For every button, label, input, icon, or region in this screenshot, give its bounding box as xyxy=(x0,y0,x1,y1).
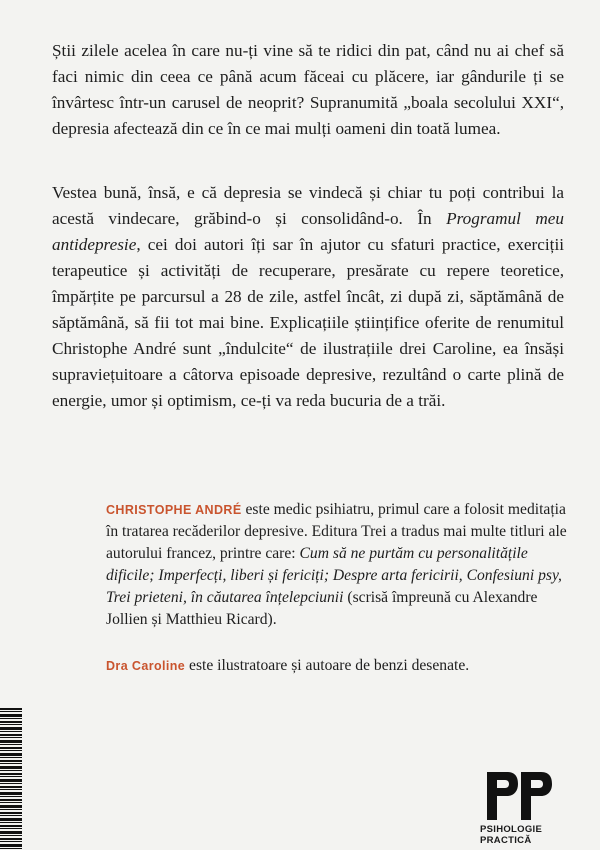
description-paragraph xyxy=(52,180,564,414)
illustrator-name: Dra Caroline xyxy=(106,659,186,673)
description-text-start: Vestea bună, însă, e că depresia se vindecă și chiar tu poți contribui la acestă vindecare, grăbind-o și consolidând-o. În xyxy=(52,183,564,228)
intro-text: Știi zilele acelea în care nu-ți vine să te ridici din pat, când nu ai chef să faci nimic din ceea ce până acum făceai cu plăcere, iar gândurile ți se învârtesc într-un carusel de neoprit? Supranumită „boala secolului XXI“, depresia afectează din ce în ce mai mulți oameni din toată lumea. xyxy=(52,41,564,138)
author-bio-text-end: (scrisă împreună cu Alexandre Jollien și Matthieu Ricard). xyxy=(106,589,538,628)
publisher-label: PSIHOLOGIE PRACTICĂ xyxy=(480,824,543,846)
author-titles: Cum să ne purtăm cu personalitățile dificile; Imperfecți, liberi și fericiți; Despre arta fericirii, Confesiuni psy, Trei prieteni, în căutarea înțelepciunii xyxy=(106,545,562,606)
publisher-logo-icon xyxy=(487,772,553,822)
barcode-icon xyxy=(0,708,22,850)
intro-paragraph xyxy=(52,38,564,142)
author-bio xyxy=(106,499,576,631)
author-name: CHRISTOPHE ANDRÉ xyxy=(106,503,242,517)
illustrator-bio-text: este ilustratoare și autoare de benzi desenate. xyxy=(185,657,470,674)
description-text-end: , cei doi autori îți sar în ajutor cu sfaturi practice, exerciții terapeutice și activități de recuperare, presărate cu repere teoretice, împărțite pe parcursul a 28 de zile, astfel încât, zi după zi, săptămână de săptămână, să fii tot mai bine. Explicațiile științifice oferite de renumitul Christophe André sunt „îndulcite“ de ilustrațiile drei Caroline, ea însăși supraviețuitoare a câtorva episoade depresive, rezultând o carte plină de energie, umor și optimism, ce-ți va reda bucuria de a trăi. xyxy=(52,235,564,410)
barcode-area xyxy=(0,708,50,850)
book-title: Programul meu antidepresie xyxy=(52,209,564,254)
illustrator-bio xyxy=(106,655,576,677)
author-bio-text: este medic psihiatru, primul care a folosit meditația în tratarea recăderilor depresive. Editura Trei a tradus mai multe titluri ale autorului francez, printre care: xyxy=(106,501,567,562)
